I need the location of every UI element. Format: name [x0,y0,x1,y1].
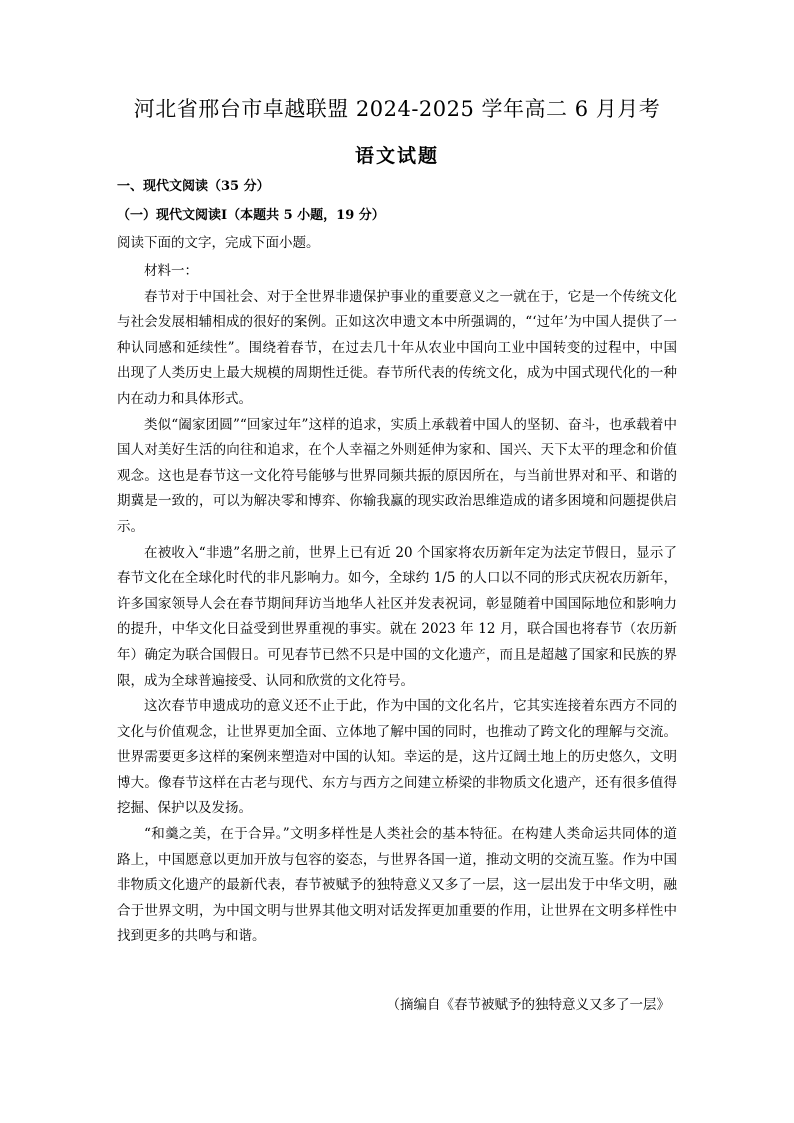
instruction-text: 阅读下面的文字，完成下面小题。 [117,235,320,251]
section-heading: 一、现代文阅读（35 分） [117,179,270,194]
document-title: 河北省邢台市卓越联盟 2024-2025 学年高二 6 月月考 [133,97,661,121]
document-subtitle: 语文试题 [354,145,439,167]
paragraph: “和羹之美，在于合异。”文明多样性是人类社会的基本特征。在构建人类命运共同体的道路上，中国愿意以更加开放与包容的姿态，与世界各国一道，推动文明的交流互鉴。作为中国非物质文化遗产的最新代表，春节被赋予的独特意义又多了一层，这一层出发于中华文明，融合于世界文明，为中国文明与世界其他文明对话发挥更加重要的作用，让世界在文明多样性中找到更多的共鸣与和谐。 [117,826,677,945]
paragraph: 这次春节申遗成功的意义还不止于此，作为中国的文化名片，它其实连接着东西方不同的文化与价值观念，让世界更加全面、立体地了解中国的同时，也推动了跨文化的理解与交流。世界需要更多这样的案例来塑造对中国的认知。幸运的是，这片辽阔土地上的历史悠久，文明博大。像春节这样在古老与现代、东方与西方之间建立桥梁的非物质文化遗产，还有很多值得挖掘、保护以及发扬。 [117,698,677,817]
article-body [117,259,677,950]
source-citation: （摘编自《春节被赋予的独特意义又多了一层》 [386,997,670,1013]
subsection-heading: （一）现代文阅读Ⅰ（本题共 5 小题，19 分） [117,208,385,223]
paragraph: 类似“阖家团圆”“回家过年”这样的追求，实质上承载着中国人的坚韧、奋斗，也承载着中国人对美好生活的向往和追求，在个人幸福之外则延伸为家和、国兴、天下太平的理念和价值观念。这也是春节这一文化符号能够与世界同频共振的原因所在，与当前世界对和平、和谐的期冀是一致的，可以为解决零和博弈、你输我赢的现实政治思维造成的诸多困境和问题提供启示。 [117,416,677,535]
material-label: 材料一： [144,263,198,279]
paragraph: 春节对于中国社会、对于全世界非遗保护事业的重要意义之一就在于，它是一个传统文化与社会发展相辅相成的很好的案例。正如这次申遗文本中所强调的，“‘过年’为中国人提供了一种认同感和延续性”。围绕着春节，在过去几十年从农业中国向工业中国转变的过程中，中国出现了人类历史上最大规模的周期性迁徙。春节所代表的传统文化，成为中国式现代化的一种内在动力和具体形式。 [117,288,677,407]
paragraph: 在被收入“非遗”名册之前，世界上已有近 20 个国家将农历新年定为法定节假日，显示了春节文化在全球化时代的非凡影响力。如今，全球约 1/5 的人口以不同的形式庆祝农历新年，许多国家领导人会在春节期间拜访当地华人社区并发表祝词，彰显随着中国国际地位和影响力的提升，中华文化日益受到世界重视的事实。就在 2023 年 12 月，联合国也将春节（农历新年）确定为联合国假日。可见春节已然不只是中国的文化遗产，而且是超越了国家和民族的界限，成为全球普遍接受、认同和欣赏的文化符号。 [117,544,677,689]
